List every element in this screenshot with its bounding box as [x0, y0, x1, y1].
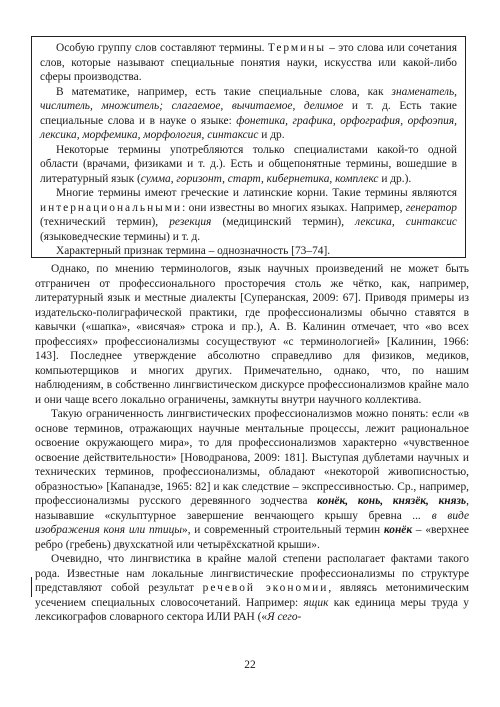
text: : они известны во многих языках. Например, [182, 201, 406, 214]
box-paragraph-3 [40, 143, 457, 187]
italic-example: генератор [405, 201, 457, 214]
text: – «верхнее ребро (гребень) двухскатной или четырёхскатной крыши». [35, 524, 469, 551]
italic-example: резекция [169, 216, 212, 228]
text: (языковедческие термины) и т. д. [40, 230, 201, 243]
term-word: Термины [267, 42, 326, 54]
italic-quote: Я сего- [267, 611, 302, 623]
box-paragraph-5: Характерный признак термина – однозначность [73–74]. [56, 245, 331, 257]
bold-italic-term: конёк [383, 524, 413, 536]
text: », и современный строительный термин [182, 524, 384, 536]
italic-examples: фонетика, графика, орфография, орфоэпия, лексика, морфемика, морфология, синтаксис [40, 114, 458, 141]
text: и др.). [378, 172, 412, 185]
text: (медицинский термин), [211, 216, 356, 228]
text: как единица меры труда у лексикографов словарного сектора ИЛИ РАН (« [35, 596, 469, 623]
spaced-word: речевой экономии [202, 582, 329, 594]
box-paragraph-1 [40, 41, 457, 85]
italic-quote: ... в виде изображения коня или птицы [35, 509, 470, 536]
italic-word: ящик [303, 596, 329, 609]
italic-examples: сумма, горизонт, старт, кибернетика, комплекс [140, 172, 379, 185]
text: и др. [258, 129, 285, 141]
italic-example: лексика, синтаксис [355, 216, 457, 228]
box-paragraph-2 [40, 85, 457, 143]
text: , являясь метонимическим усечением специальных словосочетаний. Например: [35, 582, 469, 609]
text: Особую группу слов составляют термины. [56, 42, 268, 54]
text: и т. д. Есть такие специальные слова и в науке о языке: [40, 100, 457, 127]
margin-bar [31, 577, 32, 597]
text: В математике, например, есть такие специальные слова, как [56, 85, 392, 98]
text: , называвшие «скульптурное завершение венчающего крышу бревна [35, 495, 469, 522]
text: Очевидно, что лингвистика в крайне малой степени располагает фактами такого рода. Известные нам локальные лингвистические профессионализмы по структуре представляют собой результат [35, 553, 469, 594]
main-paragraph-1: Однако, по мнению терминологов, язык научных произведений не может быть отграничен от профессионального просторечия столь же чётко, как, например, литературный язык и местные диалекты [Суперанская, 2009: 67]. Приводя примеры из издательско-полиграфической практики, где профессионализмы обычно ставятся в кавычки («шапка», «висячая» строка и пр.), А. В. Калинин отмечает, что «во всех профессиях» профессионализмы сосуществуют «с терминологией» [Калинин, 1966: 143]. Последнее утверждение абсолютно справедливо для физиков, медиков, компьютерщиков и многих других. Примечательно, однако, что, по нашим наблюдениям, в собственно лингвистическом дискурсе профессионализмов крайне мало и они чаще всего локально ограничены, замкнуты внутри научного коллектива. [35, 263, 469, 406]
main-paragraph-2 [35, 407, 469, 552]
main-paragraph-3 [35, 552, 469, 625]
text: Такую ограниченность лингвистических профессионализмов можно понять: если «в основе терминов, отражающих научные ментальные процессы, лежит рациональное освоение окружающего мира», то для профессионализмов характерно «чувственное освоение действительности» [Новодранова, 2009: 181]. Выступая дублетами научных и технических терминов, профессионализмы, обладают «некоторой живописностью, образностью» [Капанадзе, 1965: 82] и как следствие – экспрессивностью. Ср., например, профессионализмы русского деревянного зодчества [35, 408, 469, 507]
page-number: 22 [244, 659, 256, 671]
spaced-word: интернациональными [40, 201, 183, 214]
text: – это слова или сочетания слов, которые называют специальные понятия науки, искусства или какой-либо сферы производства. [40, 42, 457, 83]
box-paragraph-4 [40, 186, 457, 244]
definition-box [31, 36, 466, 258]
text: Многие термины имеют греческие и латинские корни. Такие термины являются [56, 187, 457, 199]
italic-examples: знаменатель, числитель, множитель; слагаемое, вычитаемое, делимое [40, 85, 457, 112]
bold-italic-terms: конёк, конь, князёк, князь [317, 495, 467, 507]
main-text [35, 262, 469, 625]
text: (технический термин), [40, 216, 170, 228]
text: Некоторые термины употребляются только специалистами какой-то одной области (врачами, физиками и т. д.). Есть и общепонятные термины, вошедшие в литературный язык ( [40, 143, 457, 185]
